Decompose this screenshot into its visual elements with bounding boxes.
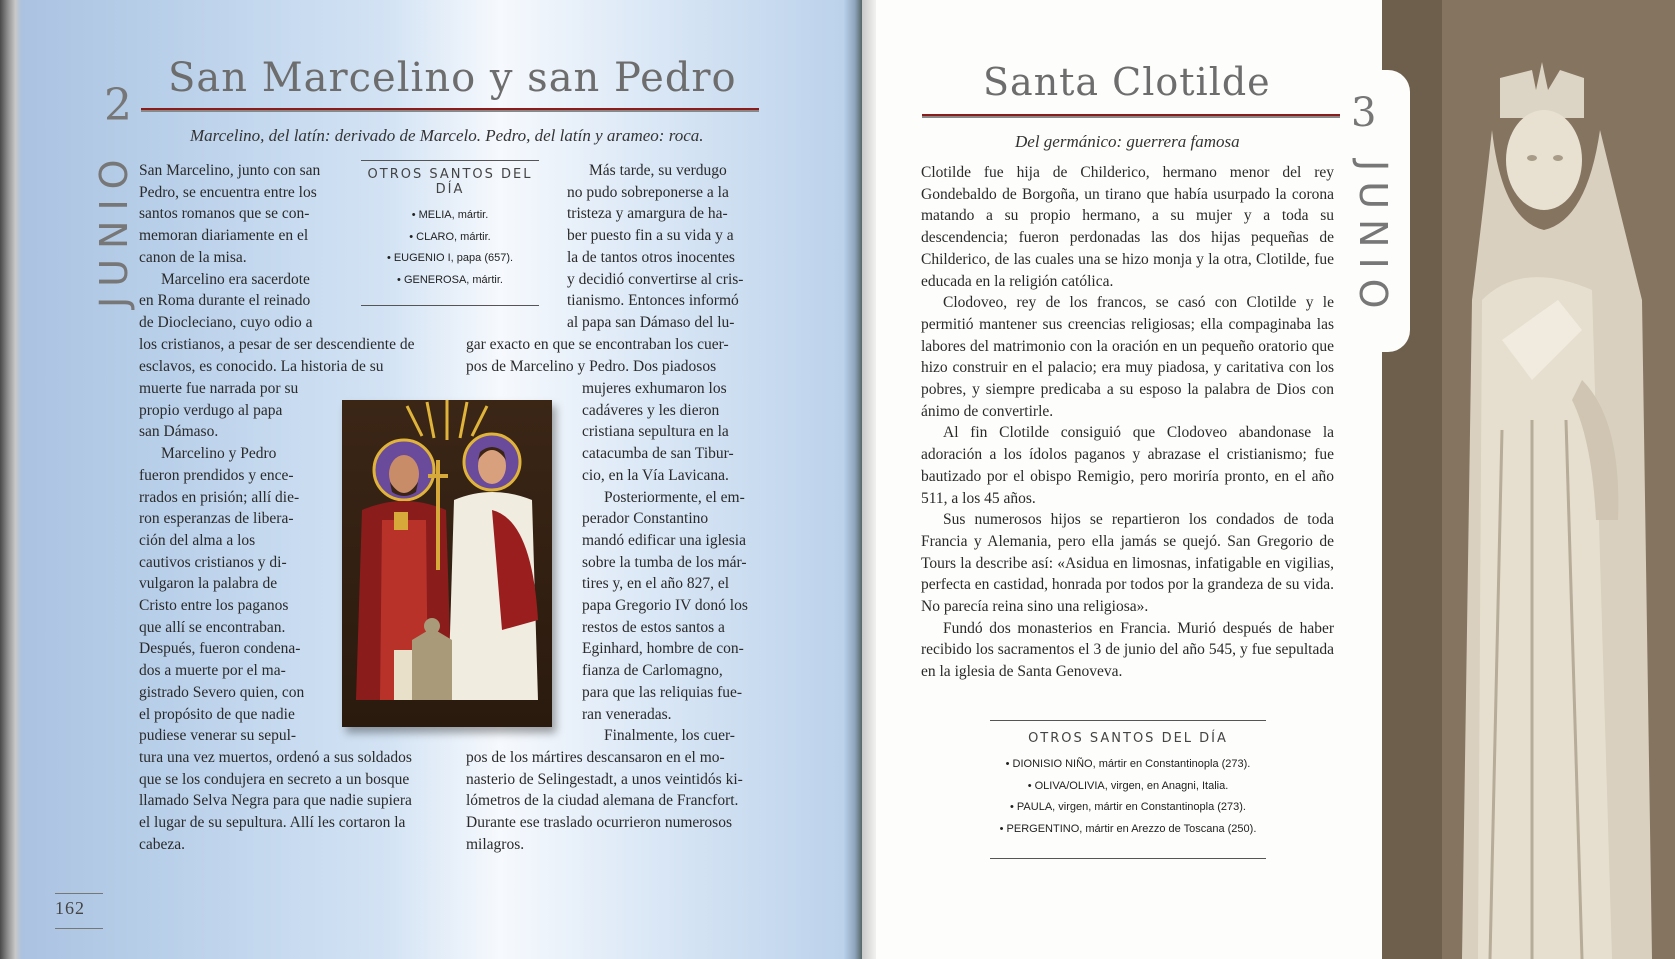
text-block: [139, 334, 431, 377]
text-block: [466, 334, 758, 377]
text-line: Posteriormente, el em-: [604, 488, 745, 506]
text-line: papa Gregorio IV donó los: [582, 597, 748, 615]
page-number: 162: [55, 898, 85, 918]
article-body: [921, 162, 1334, 683]
text-line: cristiana sepultura en la: [582, 423, 729, 441]
text-line: pudiese venerar su sepul-: [139, 727, 297, 745]
text-line: catacumba de san Tibur-: [582, 445, 734, 463]
text-line: san Dámaso.: [139, 423, 219, 441]
text-line: milagros.: [466, 835, 525, 853]
text-line: sobre la tumba de los már-: [582, 553, 747, 571]
book-gutter: [862, 0, 876, 959]
text-line: que allí se encontraban.: [139, 618, 286, 636]
other-saint-item: • PAULA, virgen, mártir en Constantinopla (273).: [1010, 801, 1246, 813]
text-line: perador Constantino: [582, 510, 709, 528]
text-line: llamado Selva Negra para que nadie supiera: [139, 792, 412, 810]
paragraph: Al fin Clotilde consiguió que Clodoveo abandonase la adoración a los ídolos paganos y abrazase el cristianismo; fue bautizado por el obispo Remigio, pero moriría pronto, en el año 511, a los 45 años.: [921, 424, 1334, 507]
divider: [990, 858, 1266, 859]
text-line: ber puesto fin a su vida y a: [567, 227, 734, 245]
text-line: Después, fueron condena-: [139, 640, 301, 658]
text-line: para que las reliquias fue-: [582, 683, 743, 701]
text-line: cadáveres y les dieron: [582, 401, 720, 419]
saints-illustration: [342, 400, 552, 727]
stone-statue-picture: [1382, 0, 1675, 959]
text-line: que se los condujera en secreto a un bosque: [139, 770, 410, 788]
other-saints-heading: OTROS SANTOS DEL DÍA: [367, 167, 533, 197]
month-label: JUNIO: [92, 149, 136, 308]
text-block: [567, 160, 758, 334]
paragraph: Fundó dos monasterios en Francia. Murió después de haber recibido los sacramentos el 3 de junio del año 545, y fue sepultada en la iglesia de Santa Genoveva.: [921, 619, 1334, 681]
text-line: gar exacto en que se encontraban los cuer-: [466, 336, 729, 353]
text-line: mujeres exhumaron los: [582, 380, 727, 397]
text-line: Finalmente, los cuer-: [604, 727, 735, 745]
page-subtitle: Marcelino, del latín: derivado de Marcelo. Pedro, del latín y arameo: roca.: [190, 126, 704, 145]
text-line: ron esperanzas de libera-: [139, 510, 294, 528]
day-number: 3: [1351, 90, 1377, 136]
text-line: la de tantos otros inocentes: [567, 248, 735, 266]
other-saints-box: [361, 160, 539, 306]
text-line: de Diocleciano, cuyo odio a: [139, 313, 313, 331]
divider: [361, 305, 539, 306]
text-block: [466, 747, 758, 856]
page-subtitle: Del germánico: guerrera famosa: [1015, 132, 1240, 151]
text-line: ción del alma a los: [139, 531, 256, 549]
other-saint-item: • GENEROSA, mártir.: [397, 273, 503, 286]
text-line: Cristo entre los paganos: [139, 597, 289, 615]
title-rule: [141, 108, 759, 110]
text-block: [582, 378, 758, 747]
text-line: San Marcelino, junto con san: [139, 162, 321, 179]
text-line: fueron prendidos y ence-: [139, 466, 294, 484]
page-title: Santa Clotilde: [983, 60, 1271, 104]
paragraph: Sus numerosos hijos se repartieron los condados de toda Francia y Alemania, pero ella jamás se quejó. San Gregorio de Tours la describe así: «Asidua en limosnas, infatigable en vigilias, perfecta en castidad, honrada por todos por la grandeza de su vida. No parecía reina sino una religiosa».: [921, 511, 1334, 616]
text-line: canon de la misa.: [139, 248, 247, 266]
day-number: 2: [104, 80, 132, 131]
text-line: esclavos, es conocido. La historia de su: [139, 357, 384, 375]
text-line: lómetros de la ciudad alemana de Francfort.: [466, 792, 739, 810]
other-saints-heading: OTROS SANTOS DEL DÍA: [1028, 731, 1228, 746]
text-line: pos de Marcelino y Pedro. Dos piadosos: [466, 357, 717, 375]
divider: [361, 160, 539, 161]
text-line: tires y, en el año 827, el: [582, 575, 730, 593]
book-edge: [0, 0, 22, 959]
text-line: pos de los mártires descansaron en el mo-: [466, 749, 725, 766]
text-line: Marcelino y Pedro: [161, 445, 277, 463]
text-line: fianza de Carlomagno,: [582, 662, 723, 680]
text-line: no pudo sobreponerse a la: [567, 183, 729, 201]
text-block: [139, 160, 330, 334]
text-line: mandó edificar una iglesia: [582, 531, 746, 549]
text-line: Pedro, se encuentra entre los: [139, 183, 317, 201]
book-gutter: [844, 0, 862, 959]
text-line: Marcelino era sacerdote: [161, 270, 310, 288]
text-line: Durante ese traslado ocurrieron numerosos: [466, 814, 732, 832]
paragraph: Clodoveo, rey de los francos, se casó con Clotilde y le permitió mantener sus creencias religiosas; ella compaginaba las labores del matrimonio con la oración en un pequeño oratorio que hizo construir en el palacio; era muy piadosa, y caritativa con los pobres, y siempre predicaba a su esposo la palabra de Dios con ánimo de convertirle.: [921, 294, 1334, 420]
text-line: Más tarde, su verdugo: [589, 162, 727, 179]
text-line: tristeza y amargura de ha-: [567, 205, 728, 223]
text-line: en Roma durante el reinado: [139, 292, 311, 310]
other-saints-box: [990, 720, 1266, 859]
text-line: cio, en la Vía Lavicana.: [582, 466, 729, 484]
text-block: [139, 747, 431, 856]
text-line: tianismo. Entonces informó: [567, 292, 739, 310]
text-line: tura una vez muertos, ordenó a sus soldados: [139, 749, 412, 766]
text-block: [139, 378, 311, 747]
other-saint-item: • DIONISIO NIÑO, mártir en Constantinopla (273).: [1005, 758, 1251, 770]
text-line: nasterio de Selingestadt, a unos veintidós ki-: [466, 770, 743, 788]
text-line: el lugar de su sepultura. Allí les cortaron la: [139, 814, 406, 832]
text-line: los cristianos, a pesar de ser descendiente de: [139, 336, 415, 353]
text-line: y decidió convertirse al cris-: [567, 270, 744, 288]
other-saint-item: • OLIVA/OLIVIA, virgen, en Anagni, Italia.: [1027, 779, 1229, 792]
month-label: JUNIO: [1351, 160, 1395, 319]
text-line: vulgaron la palabra de: [139, 575, 278, 593]
statue-illustration: [1382, 0, 1675, 959]
text-line: dos a muerte por el ma-: [139, 662, 286, 680]
text-line: gistrado Severo quien, con: [139, 683, 305, 701]
text-line: Eginhard, hombre de con-: [582, 640, 744, 658]
text-line: restos de estos santos a: [582, 618, 725, 636]
text-line: cabeza.: [139, 835, 186, 853]
text-line: rrados en prisión; allí die-: [139, 488, 300, 506]
other-saint-item: • PERGENTINO, mártir en Arezzo de Toscana (250).: [999, 822, 1257, 835]
text-line: el propósito de que nadie: [139, 705, 295, 723]
title-rule: [922, 114, 1340, 116]
text-line: ran veneradas.: [582, 705, 672, 723]
text-line: cautivos cristianos y di-: [139, 553, 287, 571]
divider: [55, 928, 103, 929]
divider: [55, 893, 103, 894]
text-line: muerte fue narrada por su: [139, 380, 299, 397]
other-saint-item: • EUGENIO I, papa (657).: [386, 252, 514, 264]
text-line: santos romanos que se con-: [139, 205, 310, 223]
page-title: San Marcelino y san Pedro: [168, 55, 737, 101]
other-saint-item: • CLARO, mártir.: [409, 230, 491, 243]
divider: [990, 720, 1266, 721]
text-line: propio verdugo al papa: [139, 401, 283, 419]
other-saint-item: • MELIA, mártir.: [411, 209, 489, 221]
saints-icon-painting: [342, 400, 552, 727]
paragraph: Clotilde fue hija de Childerico, hermano menor del rey Gondebaldo de Borgoña, un tirano que había usurpado la corona matando a su propio hermano, a su mujer y a toda su descendencia; fueron perdonadas las dos hijas pequeñas de Childerico, de las cuales una se hizo monja y la otra, Clotilde, fue educada en la religión católica.: [921, 164, 1334, 290]
text-line: al papa san Dámaso del lu-: [567, 313, 735, 331]
text-line: memoran diariamente en el: [139, 227, 309, 245]
